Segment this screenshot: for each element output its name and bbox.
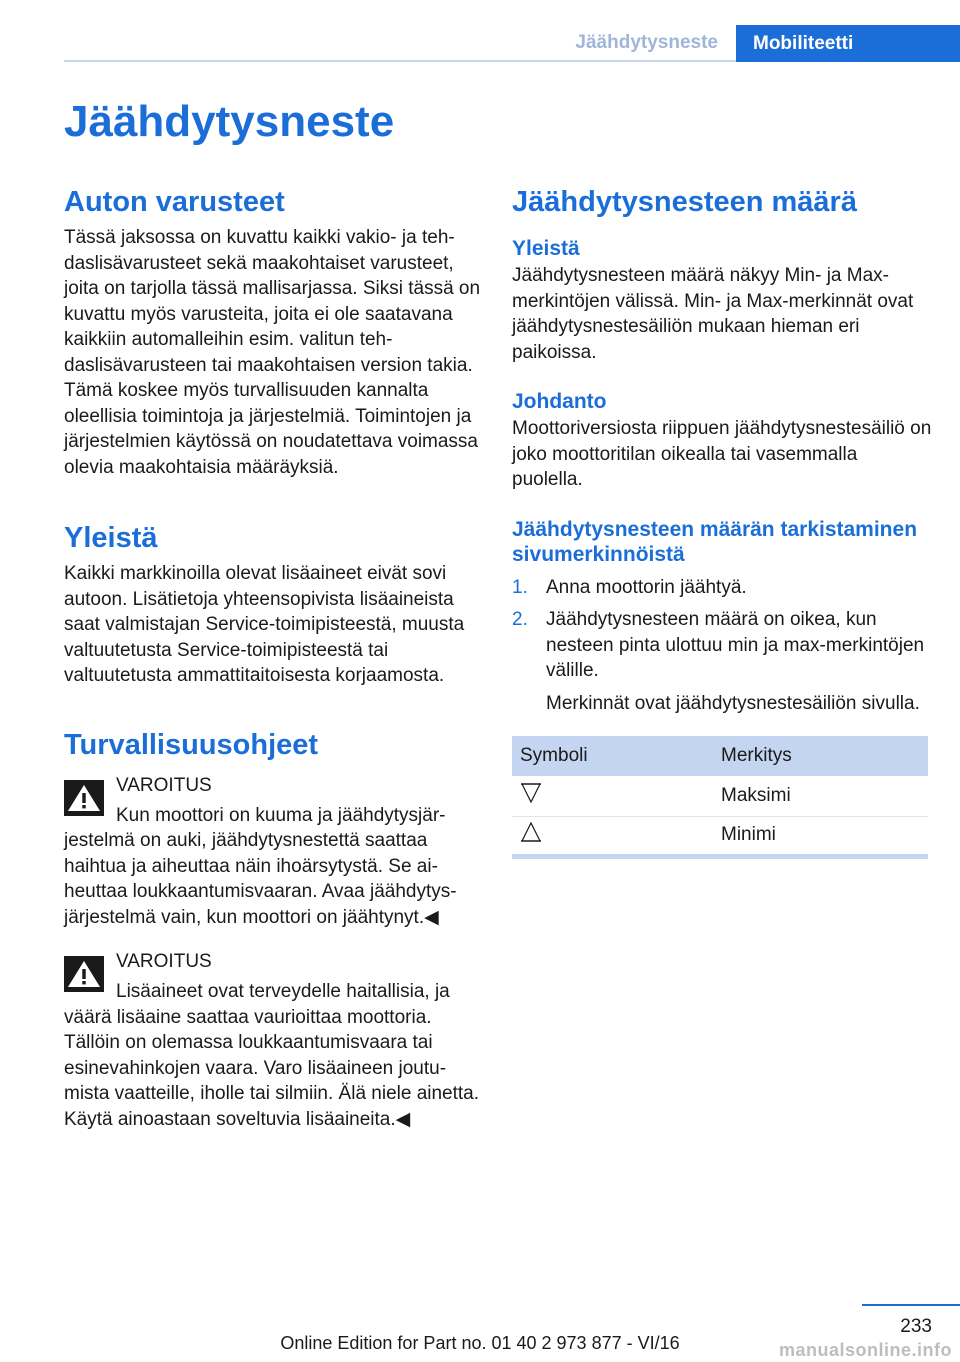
min-level-icon: [520, 821, 542, 843]
coolant-intro-heading: Johdanto: [512, 390, 607, 413]
table-cell-symbol: [512, 816, 713, 856]
general-heading: Yleistä: [64, 522, 158, 554]
table-cell-meaning: Maksimi: [713, 776, 928, 816]
header-chapter-tab: Mobiliteetti: [736, 25, 960, 62]
check-steps-list: [512, 575, 932, 684]
table-header-row: [512, 736, 928, 776]
coolant-intro-body: Moottoriversiosta riippuen jäähdytysnestesäiliö on joko moottoritilan oikealla tai vasemmalla puolella.: [512, 418, 932, 490]
coolant-general-body: Jäähdytysnesteen määrä näkyy Min- ja Max-merkintöjen välissä. Min- ja Max-merkinnät ovat jäähdytysnestesäiliön mukaan hieman eri paikoissa.: [512, 265, 914, 363]
coolant-level-heading: Jäähdytysnesteen määrä: [512, 186, 857, 218]
warning-1-title: VAROITUS: [116, 774, 212, 796]
coolant-check-heading: Jäähdytysnesteen määrän tarkistaminen sivumerkinnöistä: [512, 517, 918, 566]
warning-1-body: Kun moottori on kuuma ja jäähdytysjärjestelmä on auki, jäähdytysnestettä saattaa haihtua ja aiheuttaa näin ihoärsytystä. Se aiheuttaa loukkaantumisvaaran. Avaa jäähdytysjärjestelmä vain, kun moottori on jäähtynyt.◀: [64, 804, 457, 928]
table-cell-symbol: [512, 776, 713, 816]
max-level-icon: [520, 782, 542, 804]
warning-triangle-icon: [64, 956, 104, 992]
equipment-body: Tässä jaksossa on kuvattu kaikki vakio- ja tehdaslisävarusteet sekä maakohtaiset varusteet, joita on tarjolla tässä mallisarjassa. Siksi tässä on kuvattu myös varusteita, joita ei ole saatavana kaikkiin automalleihin esim. valitun tehdaslisävarusteen tai maakohtaisen version takia. Tämä koskee myös turvallisuuden kannalta oleellisia toimintoja ja järjestelmiä. Toimintojen ja järjestelmien käytössä on noudatettava voimassa olevia maakohtaisia määräyksiä.: [64, 227, 481, 478]
table-header-meaning: Merkitys: [713, 736, 928, 776]
list-item: [512, 607, 932, 684]
safety-heading: Turvallisuusohjeet: [64, 728, 319, 761]
table-cell-meaning: Minimi: [713, 816, 928, 856]
page-number: 233: [900, 1316, 932, 1337]
step-note: Merkinnät ovat jäähdytysnestesäiliön sivulla.: [546, 692, 920, 714]
symbol-table: [512, 736, 928, 859]
step-number: 2.: [512, 609, 528, 630]
table-header-symbol: Symboli: [512, 736, 713, 776]
step-number: 1.: [512, 576, 528, 598]
warning-2-body: Lisäaineet ovat terveydelle haitallisia, ja väärä lisäaine saattaa vaurioittaa moottoria. Tällöin on olemassa loukkaantumisvaara tai esinevahinkojen vaara. Varo lisäaineen joutumista vaatteille, iholle tai silmiin. Älä niele ainetta. Käytä ainoastaan soveltuvia lisäaineita.◀: [64, 981, 480, 1130]
table-row: [512, 776, 928, 816]
page-title: Jäähdytysneste: [64, 97, 395, 146]
equipment-heading: Auton varusteet: [64, 186, 285, 218]
step-text: Jäähdytysnesteen määrä on oikea, kun nesteen pinta ulottuu min ja max-merkintöjen välille.: [546, 609, 925, 681]
step-text: Anna moottorin jäähtyä.: [546, 576, 747, 598]
warning-2-title: VAROITUS: [116, 951, 212, 972]
header-section-title: Jäähdytysneste: [575, 32, 718, 53]
footer-rule: [862, 1304, 960, 1306]
left-column: [64, 184, 482, 1150]
list-item: [512, 575, 932, 601]
general-body: Kaikki markkinoilla olevat lisäaineet eivät sovi autoon. Lisätietoja yhteensopivista lisäaineista saat valmistajan Service-toimipisteestä, muusta valtuutetusta Service-toimipisteestä tai valtuutetusta ammattitaitoisesta korjaamosta.: [64, 563, 465, 686]
coolant-general-heading: Yleistä: [512, 237, 580, 260]
warning-triangle-icon: [64, 780, 104, 816]
warning-1: [64, 772, 482, 931]
table-row: [512, 816, 928, 856]
warning-2: [64, 948, 482, 1132]
watermark: manualsonline.info: [778, 1340, 952, 1360]
edition-info: Online Edition for Part no. 01 40 2 973 877 - VI/16: [280, 1333, 680, 1353]
right-column: [512, 184, 932, 859]
